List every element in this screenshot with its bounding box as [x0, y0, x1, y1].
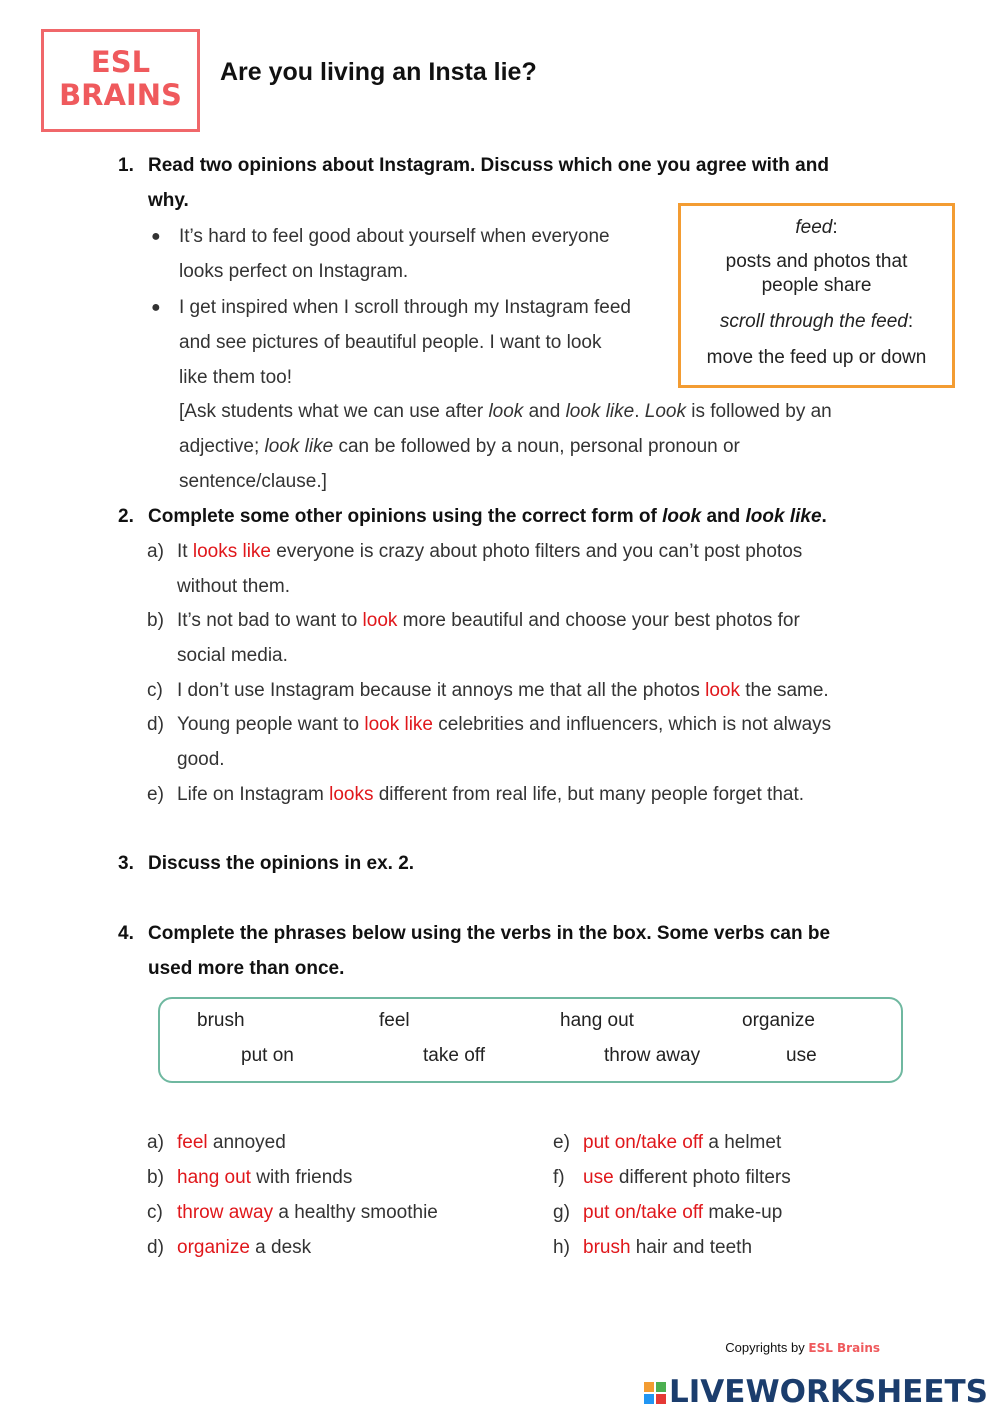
def-term-scroll: scroll through the feed:	[719, 311, 914, 332]
copyright-notice: Copyrights by ESL Brains	[725, 1340, 880, 1355]
q4-item-c: c) throw away a healthy smoothie	[147, 1202, 438, 1223]
bullet-dot-icon: ●	[151, 228, 161, 245]
bullet2-line2: and see pictures of beautiful people. I want to look	[179, 332, 602, 353]
answer: feel	[177, 1132, 208, 1153]
answer: throw away	[177, 1202, 274, 1223]
bullet1-line2: looks perfect on Instagram.	[179, 261, 409, 282]
q1-bullet-2	[151, 290, 632, 395]
answer: look	[362, 610, 398, 631]
bullet-dot-icon: ●	[151, 299, 161, 316]
q2-item-a: a) It looks like everyone is crazy about photo filters and you can’t post photos without them.	[147, 541, 803, 597]
verb-item: throw away	[604, 1045, 701, 1066]
logo-line1: ESL	[90, 45, 151, 79]
q1-text-line1: Read two opinions about Instagram. Discuss which one you agree with and	[148, 155, 829, 176]
q4-heading: 4. Complete the phrases below using the verbs in the box. Some verbs can be	[118, 923, 831, 944]
esl-brains-logo	[41, 29, 200, 132]
bullet2-line3: like them too!	[179, 367, 292, 388]
verb-item: put on	[241, 1045, 294, 1066]
answer: look	[705, 680, 740, 701]
answer: brush	[583, 1237, 631, 1258]
q4-item-a: a) feel annoyed	[147, 1132, 286, 1153]
q4-item-h: h) brush hair and teeth	[553, 1237, 753, 1258]
def-scroll: move the feed up or down	[706, 347, 927, 368]
note-line1: [Ask students what we can use after look and look like. Look is followed by an	[179, 401, 832, 422]
bullet2-line1: I get inspired when I scroll through my Instagram feed	[179, 297, 632, 318]
def-feed: posts and photos that people share	[725, 251, 908, 296]
q1-bullet-1	[151, 219, 610, 289]
verb-item: organize	[742, 1010, 815, 1031]
answer: organize	[177, 1237, 250, 1258]
q2-item-d: d) Young people want to look like celebrities and influencers, which is not always good.	[147, 714, 832, 770]
copyright-brand: ESL Brains	[808, 1341, 880, 1355]
q4-item-f: f) use different photo filters	[553, 1167, 791, 1188]
q2-heading: 2. Complete some other opinions using the correct form of look and look like.	[118, 499, 827, 534]
answer: use	[583, 1167, 614, 1188]
q2-item-b: b) It’s not bad to want to look more beautiful and choose your best photos for social media.	[147, 610, 800, 666]
verb-item: feel	[379, 1010, 410, 1031]
q4-item-b: b) hang out with friends	[147, 1167, 353, 1188]
q4-item-d: d) organize a desk	[147, 1237, 312, 1258]
liveworksheets-watermark: LIVEWORKSHEETS	[644, 1374, 988, 1410]
q4-right-list	[553, 1125, 791, 1265]
answer: look like	[364, 714, 434, 735]
definition-box	[678, 203, 955, 388]
q4-left-list	[147, 1125, 438, 1265]
q4-item-g: g) put on/take off make-up	[553, 1202, 783, 1223]
logo-line2: BRAINS	[59, 78, 182, 112]
q2-number: 2.	[118, 506, 134, 527]
liveworksheets-logo-icon	[644, 1382, 666, 1404]
verb-item: use	[786, 1045, 817, 1066]
note-line2: adjective; look like can be followed by a noun, personal pronoun or	[179, 436, 740, 457]
note-line3: sentence/clause.]	[179, 471, 327, 492]
verb-item: hang out	[560, 1010, 634, 1031]
q1-number: 1.	[118, 155, 134, 176]
answer: put on/take off	[583, 1202, 704, 1223]
q1-heading	[118, 148, 829, 183]
verb-item: brush	[197, 1010, 245, 1031]
q2-item-e: e) Life on Instagram looks different from real life, but many people forget that.	[147, 784, 805, 805]
q1-text-line2: why.	[148, 190, 189, 211]
q4-text-line2: used more than once.	[148, 958, 345, 979]
answer: hang out	[177, 1167, 251, 1188]
answer: put on/take off	[583, 1132, 704, 1153]
verb-item: take off	[423, 1045, 485, 1066]
page-title: Are you living an Insta lie?	[220, 58, 537, 86]
def-term-feed: feed:	[795, 217, 838, 238]
q2-item-c: c) I don’t use Instagram because it annoys me that all the photos look the same.	[147, 680, 829, 701]
answer: looks	[329, 784, 374, 805]
q3-heading: 3. Discuss the opinions in ex. 2.	[118, 853, 415, 874]
teacher-note	[179, 394, 832, 499]
q4-item-e: e) put on/take off a helmet	[553, 1132, 782, 1153]
answer: looks like	[192, 541, 271, 562]
bullet1-line1: It’s hard to feel good about yourself when everyone	[179, 226, 610, 247]
